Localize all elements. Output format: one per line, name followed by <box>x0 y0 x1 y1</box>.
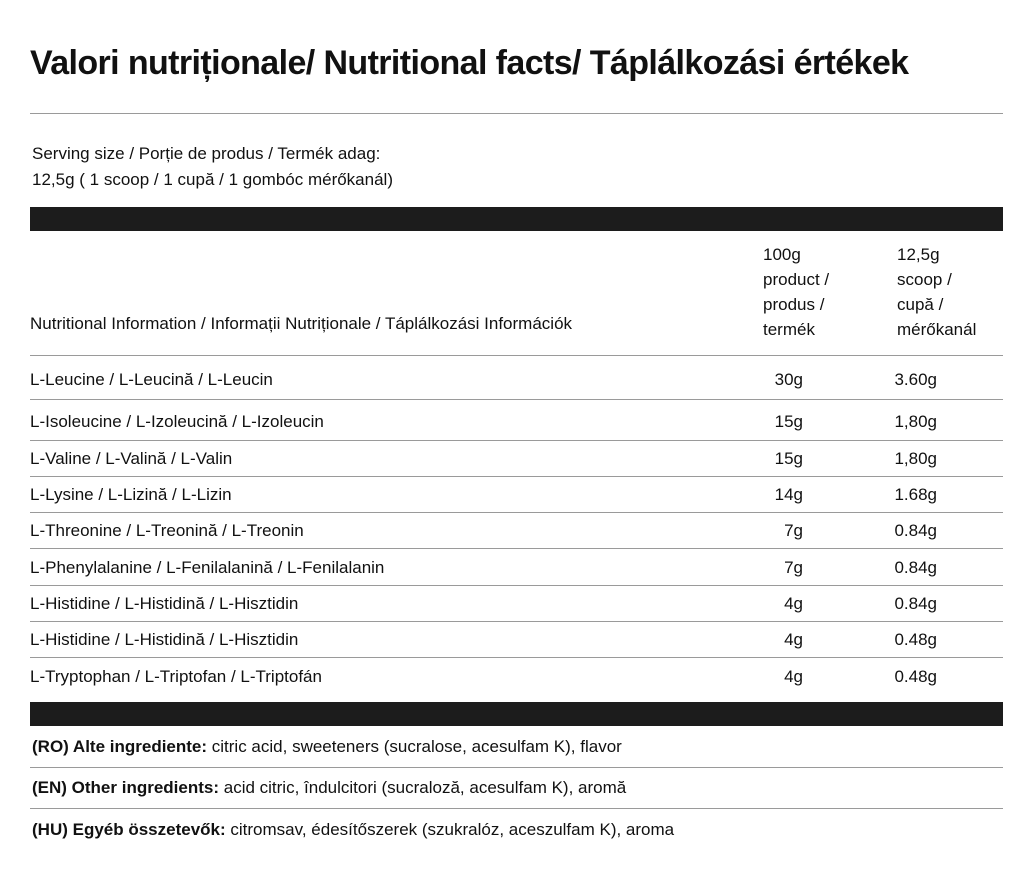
value-per-100g: 7g <box>784 521 803 540</box>
ingredients-text: citromsav, édesítőszerek (szukralóz, aceszulfam K), aroma <box>225 820 675 839</box>
divider <box>30 585 1003 586</box>
value-per-100g: 4g <box>784 667 803 686</box>
column-header-line: scoop / <box>897 270 952 289</box>
value-per-scoop: 1,80g <box>894 412 937 431</box>
column-header-line: mérőkanál <box>897 320 977 339</box>
ingredients-ro <box>32 737 622 757</box>
column-header-line: 100g <box>763 245 801 264</box>
nutrient-name: L-Leucine / L-Leucină / L-Leucin <box>30 370 273 389</box>
ingredients-text: acid citric, îndulcitori (sucraloză, acesulfam K), aromă <box>219 778 627 797</box>
divider <box>30 440 1003 441</box>
divider <box>30 621 1003 622</box>
column-header-line: 12,5g <box>897 245 940 264</box>
value-per-scoop: 0.84g <box>894 558 937 577</box>
table-header <box>30 242 1003 352</box>
divider <box>30 113 1003 114</box>
column-header-line: produs / <box>763 295 825 314</box>
page-title: Valori nutriționale/ Nutritional facts/ Táplálkozási értékek <box>30 44 909 82</box>
value-per-scoop: 1,80g <box>894 449 937 468</box>
serving-size-value: 12,5g ( 1 scoop / 1 cupă / 1 gombóc mérőkanál) <box>32 170 393 189</box>
divider <box>30 548 1003 549</box>
divider <box>30 355 1003 356</box>
ingredients-hu <box>32 820 674 840</box>
divider <box>30 657 1003 658</box>
value-per-100g: 15g <box>774 449 803 468</box>
value-per-scoop: 0.84g <box>894 594 937 613</box>
value-per-100g: 7g <box>784 558 803 577</box>
nutrient-name: L-Tryptophan / L-Triptofan / L-Triptofán <box>30 667 322 686</box>
column-header-line: termék <box>763 320 815 339</box>
value-per-scoop: 0.84g <box>894 521 937 540</box>
divider <box>30 399 1003 400</box>
value-per-100g: 4g <box>784 630 803 649</box>
serving-size <box>32 141 393 193</box>
value-per-scoop: 0.48g <box>894 630 937 649</box>
value-per-100g: 4g <box>784 594 803 613</box>
ingredients-text: citric acid, sweeteners (sucralose, acesulfam K), flavor <box>207 737 622 756</box>
column-header-line: product / <box>763 270 830 289</box>
nutrient-name: L-Threonine / L-Treonină / L-Treonin <box>30 521 304 540</box>
ingredients-label: (RO) Alte ingrediente: <box>32 737 208 756</box>
nutrient-name: L-Histidine / L-Histidină / L-Hisztidin <box>30 594 299 613</box>
divider <box>30 808 1003 809</box>
value-per-100g: 14g <box>774 485 803 504</box>
nutrient-name: L-Lysine / L-Lizină / L-Lizin <box>30 485 232 504</box>
ingredients-label: (EN) Other ingredients: <box>32 778 220 797</box>
divider <box>30 767 1003 768</box>
value-per-100g: 15g <box>774 412 803 431</box>
value-per-scoop: 0.48g <box>894 667 937 686</box>
value-per-scoop: 1.68g <box>894 485 937 504</box>
nutrient-name: L-Phenylalanine / L-Fenilalanină / L-Fenilalanin <box>30 558 385 577</box>
column-header-nutrient: Nutritional Information / Informații Nutriționale / Táplálkozási Információk <box>30 314 573 333</box>
value-per-scoop: 3.60g <box>894 370 937 389</box>
divider <box>30 512 1003 513</box>
serving-size-label: Serving size / Porție de produs / Termék adag: <box>32 144 381 163</box>
nutrient-name: L-Histidine / L-Histidină / L-Hisztidin <box>30 630 299 649</box>
nutrient-name: L-Valine / L-Valină / L-Valin <box>30 449 233 468</box>
ingredients-en <box>32 778 626 798</box>
divider <box>30 476 1003 477</box>
column-header-per-scoop <box>897 242 976 342</box>
ingredients-label: (HU) Egyéb összetevők: <box>32 820 226 839</box>
column-header-line: cupă / <box>897 295 944 314</box>
table-top-bar <box>30 207 1003 231</box>
table-bottom-bar <box>30 702 1003 726</box>
nutrient-name: L-Isoleucine / L-Izoleucină / L-Izoleucin <box>30 412 324 431</box>
value-per-100g: 30g <box>774 370 803 389</box>
column-header-per-100g <box>763 242 829 342</box>
